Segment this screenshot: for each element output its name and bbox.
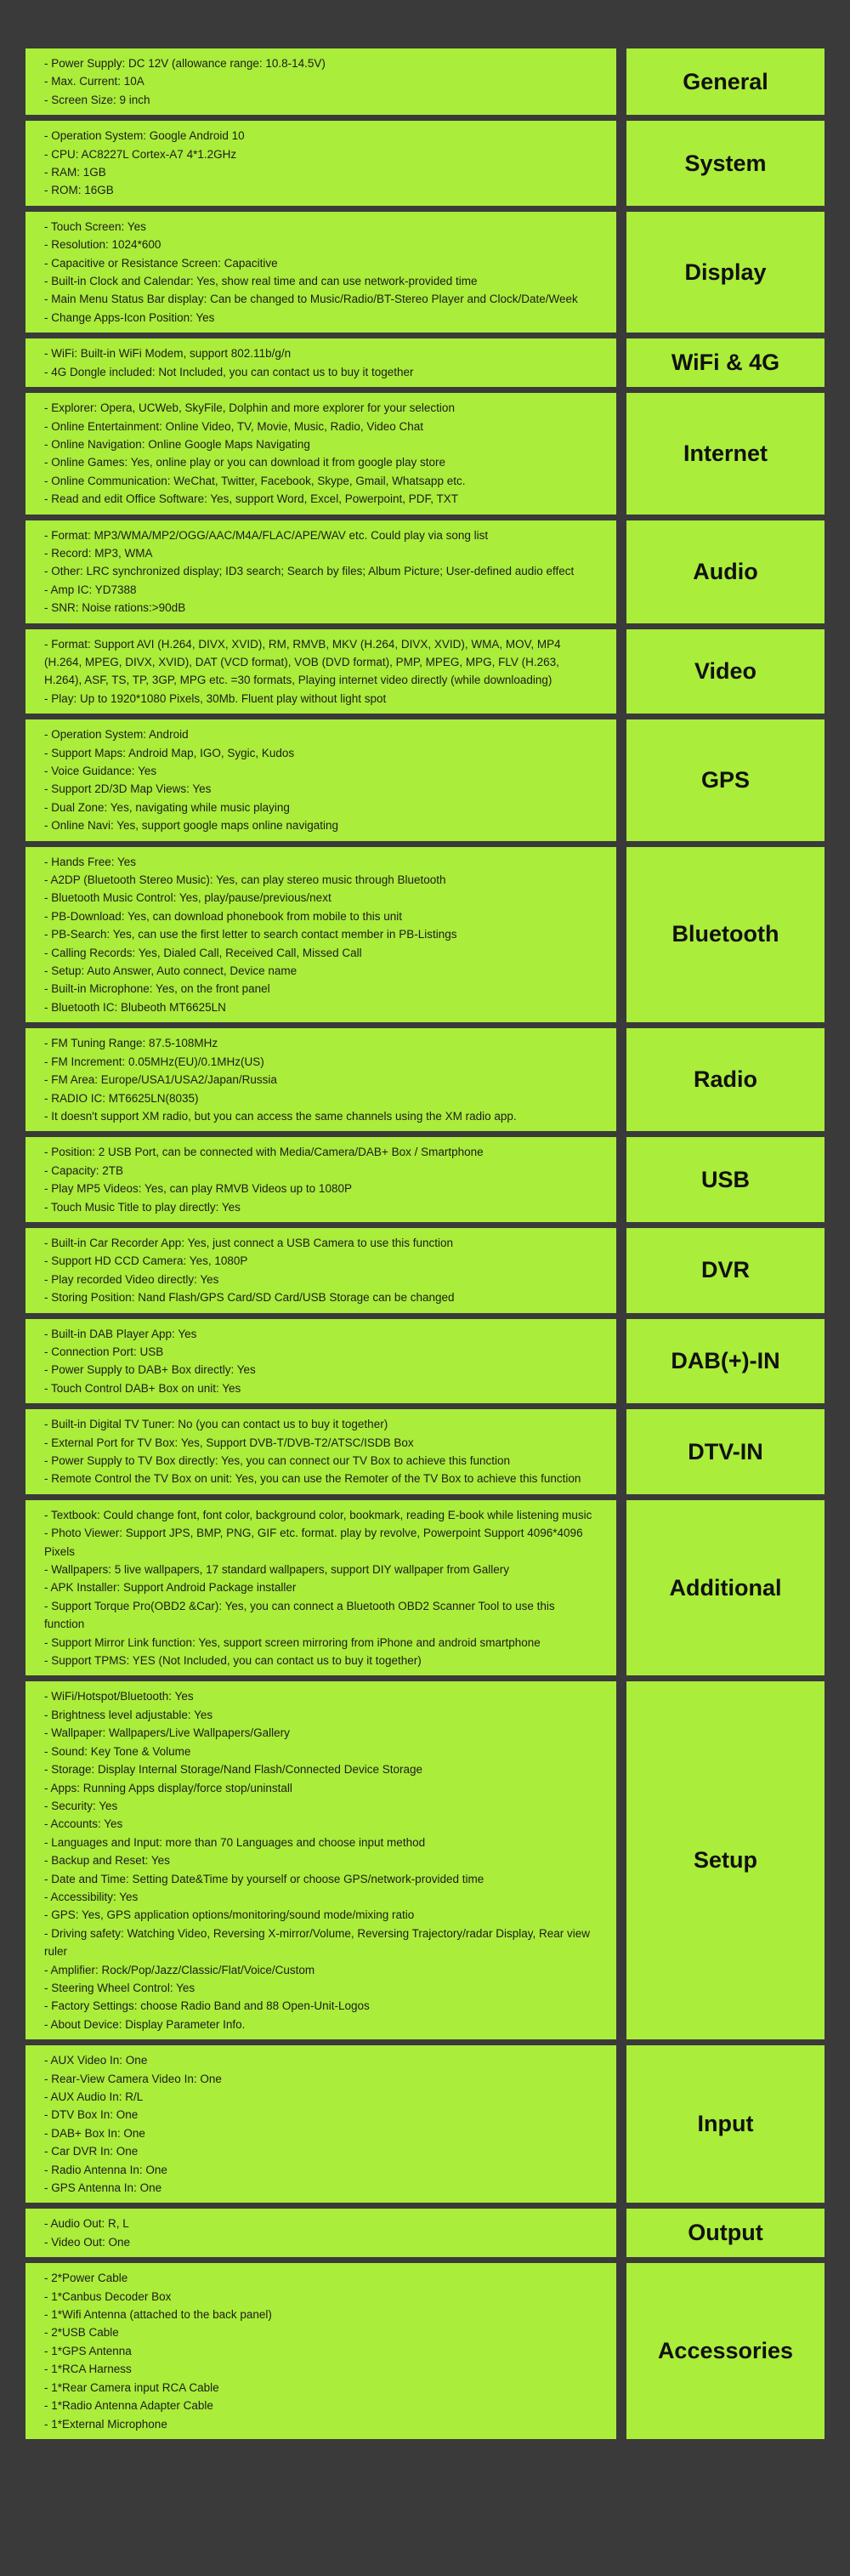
spec-details	[26, 121, 616, 206]
spec-line: - 1*Radio Antenna Adapter Cable	[44, 2399, 213, 2413]
spec-line: - It doesn't support XM radio, but you can access the same channels using the XM radio app.	[44, 1109, 517, 1123]
spec-line: - Steering Wheel Control: Yes	[44, 1981, 196, 1994]
spec-line: - 1*RCA Harness	[44, 2363, 132, 2376]
spec-line: - WiFi: Built-in WiFi Modem, support 802.11b/g/n	[44, 347, 292, 361]
spec-line: - Built-in Microphone: Yes, on the front panel	[44, 982, 270, 996]
spec-line: - Built-in Digital TV Tuner: No (you can contact us to buy it together)	[44, 1418, 388, 1431]
category-label: Additional	[669, 1574, 782, 1601]
spec-line: - About Device: Display Parameter Info.	[44, 2017, 246, 2031]
category-label: Input	[697, 2111, 754, 2137]
spec-line: - Bluetooth IC: Blubeoth MT6625LN	[44, 1000, 226, 1014]
spec-line: - Amp IC: YD7388	[44, 583, 137, 596]
spec-line: - 1*External Microphone	[44, 2417, 167, 2431]
spec-line: - 1*Rear Camera input RCA Cable	[44, 2380, 219, 2394]
spec-line: - Languages and Input: more than 70 Languages and choose input method	[44, 1835, 426, 1849]
category-label: DVR	[700, 1257, 750, 1283]
spec-line: - Capacitive or Resistance Screen: Capacitive	[44, 256, 278, 270]
spec-line: - Main Menu Status Bar display: Can be changed to Music/Radio/BT-Stereo Player and Clock/Date/Week	[44, 293, 578, 306]
spec-details	[26, 847, 616, 1023]
spec-table	[26, 48, 824, 2445]
spec-line: - Support 2D/3D Map Views: Yes	[44, 782, 212, 796]
spec-details	[26, 1409, 616, 1494]
spec-line: - FM Area: Europe/USA1/USA2/Japan/Russia	[44, 1073, 277, 1087]
spec-line: - 4G Dongle included: Not Included, you can contact us to buy it together	[44, 365, 414, 378]
spec-line: - AUX Audio In: R/L	[44, 2090, 144, 2103]
spec-line: - Support Mirror Link function: Yes, support screen mirroring from iPhone and android smartphone	[44, 1635, 541, 1649]
spec-line: - Play recorded Video directly: Yes	[44, 1272, 219, 1286]
spec-line: - Online Navi: Yes, support google maps online navigating	[44, 819, 338, 833]
spec-line: - Touch Music Title to play directly: Yes	[44, 1200, 241, 1214]
spec-line: - Format: MP3/WMA/MP2/OGG/AAC/M4A/FLAC/APE/WAV etc. Could play via song list	[44, 528, 489, 542]
spec-line: - Wallpaper: Wallpapers/Live Wallpapers/Gallery	[44, 1726, 290, 1740]
spec-line: - Security: Yes	[44, 1799, 118, 1812]
spec-line: - GPS: Yes, GPS application options/monitoring/sound mode/mixing ratio	[44, 1908, 415, 1922]
category-label: Audio	[693, 558, 758, 584]
spec-line: - Built-in Clock and Calendar: Yes, show real time and can use network-provided time	[44, 275, 478, 288]
spec-line: - AUX Video In: One	[44, 2054, 148, 2067]
spec-line: - Video Out: One	[44, 2235, 131, 2249]
spec-line: (H.264, MPEG, DIVX, XVID), DAT (VCD format), VOB (DVD format), PMP, MPEG, MPG, FLV (H.263,	[44, 655, 559, 668]
spec-category-cell	[626, 2263, 824, 2439]
spec-details	[26, 520, 616, 623]
spec-line: - Photo Viewer: Support JPS, BMP, PNG, GIF etc. format. play by revolve, Powerpoint Support 4096*4096	[44, 1527, 583, 1540]
spec-line: - Date and Time: Setting Date&Time by yourself or choose GPS/network-provided time	[44, 1872, 484, 1885]
category-label: System	[684, 150, 767, 176]
spec-line: - DTV Box In: One	[44, 2108, 139, 2122]
spec-line: - Resolution: 1024*600	[44, 238, 162, 252]
spec-line: - Audio Out: R, L	[44, 2217, 129, 2231]
spec-line: - Driving safety: Watching Video, Reversing X-mirror/Volume, Reversing Trajectory/radar Display, Rear view	[44, 1926, 590, 1940]
spec-line: - Rear-View Camera Video In: One	[44, 2072, 222, 2085]
spec-line: - Explorer: Opera, UCWeb, SkyFile, Dolphin and more explorer for your selection	[44, 401, 455, 415]
spec-category-cell	[626, 1137, 824, 1222]
spec-line: - Power Supply to DAB+ Box directly: Yes	[44, 1363, 256, 1377]
spec-row-internet	[26, 393, 824, 514]
spec-line: - A2DP (Bluetooth Stereo Music): Yes, can play stereo music through Bluetooth	[44, 873, 446, 887]
spec-row-bluetooth	[26, 847, 824, 1023]
category-label: Internet	[683, 440, 768, 466]
spec-line: - Support Torque Pro(OBD2 &Car): Yes, you can connect a Bluetooth OBD2 Scanner Tool to use this	[44, 1599, 555, 1612]
spec-line: - Radio Antenna In: One	[44, 2163, 167, 2176]
spec-details	[26, 2209, 616, 2257]
spec-line: - Power Supply to TV Box directly: Yes, you can connect our TV Box to achieve this function	[44, 1454, 511, 1467]
spec-category-cell	[626, 48, 824, 115]
spec-category-cell	[626, 338, 824, 387]
spec-line: - Online Communication: WeChat, Twitter, Facebook, Skype, Gmail, Whatsapp etc.	[44, 474, 466, 487]
spec-line: - Dual Zone: Yes, navigating while music playing	[44, 800, 290, 814]
spec-line: - Other: LRC synchronized display; ID3 search; Search by files; Album Picture; User-defined audio effect	[44, 565, 575, 578]
spec-category-cell	[626, 629, 824, 714]
spec-row-radio	[26, 1028, 824, 1131]
spec-row-wifi-4g	[26, 338, 824, 387]
spec-category-cell	[626, 212, 824, 333]
category-label: DTV-IN	[688, 1438, 763, 1464]
category-label: Output	[688, 2220, 763, 2246]
spec-row-dvr	[26, 1228, 824, 1313]
spec-line: - PB-Download: Yes, can download phonebook from mobile to this unit	[44, 909, 403, 923]
spec-line: - Format: Support AVI (H.264, DIVX, XVID), RM, RMVB, MKV (H.264, DIVX, XVID), WMA, MOV, MP4	[44, 637, 561, 651]
spec-line: - Backup and Reset: Yes	[44, 1854, 170, 1868]
spec-line: - Play MP5 Videos: Yes, can play RMVB Videos up to 1080P	[44, 1182, 352, 1196]
spec-line: - PB-Search: Yes, can use the first letter to search contact member in PB-Listings	[44, 928, 457, 941]
spec-line: - Accessibility: Yes	[44, 1890, 139, 1903]
spec-line: - 1*Wifi Antenna (attached to the back panel)	[44, 2308, 272, 2322]
spec-line: - 1*GPS Antenna	[44, 2344, 132, 2357]
spec-line: - Car DVR In: One	[44, 2145, 139, 2158]
spec-details	[26, 48, 616, 115]
spec-category-cell	[626, 1409, 824, 1494]
spec-line: - CPU: AC8227L Cortex-A7 4*1.2GHz	[44, 147, 237, 161]
spec-category-cell	[626, 393, 824, 514]
spec-details	[26, 1228, 616, 1313]
spec-line: - SNR: Noise rations:>90dB	[44, 601, 186, 615]
spec-line: - FM Tuning Range: 87.5-108MHz	[44, 1037, 218, 1050]
spec-line: - Support Maps: Android Map, IGO, Sygic, Kudos	[44, 746, 295, 759]
spec-line: - Online Navigation: Online Google Maps Navigating	[44, 437, 310, 451]
spec-line: - Play: Up to 1920*1080 Pixels, 30Mb. Fluent play without light spot	[44, 691, 387, 705]
category-label: Bluetooth	[672, 921, 779, 947]
spec-category-cell	[626, 1228, 824, 1313]
spec-category-cell	[626, 1681, 824, 2039]
spec-line: - APK Installer: Support Android Package installer	[44, 1581, 297, 1595]
spec-row-accessories	[26, 2263, 824, 2439]
spec-line: - Factory Settings: choose Radio Band and 88 Open-Unit-Logos	[44, 1999, 370, 2013]
spec-line: - Screen Size: 9 inch	[44, 93, 150, 106]
spec-line: - Amplifier: Rock/Pop/Jazz/Classic/Flat/Voice/Custom	[44, 1963, 315, 1976]
spec-line: - RAM: 1GB	[44, 166, 106, 179]
spec-line: - Hands Free: Yes	[44, 855, 137, 868]
spec-category-cell	[626, 1500, 824, 1676]
spec-line: - Calling Records: Yes, Dialed Call, Received Call, Missed Call	[44, 946, 362, 959]
spec-line: - Operation System: Android	[44, 728, 189, 742]
category-label: GPS	[700, 766, 751, 793]
spec-line: - WiFi/Hotspot/Bluetooth: Yes	[44, 1690, 194, 1703]
spec-row-display	[26, 212, 824, 333]
spec-line: - Touch Screen: Yes	[44, 219, 146, 233]
spec-line: - Power Supply: DC 12V (allowance range: 10.8-14.5V)	[44, 57, 326, 70]
spec-row-dtv-in	[26, 1409, 824, 1494]
spec-line: - Bluetooth Music Control: Yes, play/pause/previous/next	[44, 891, 332, 905]
spec-details	[26, 1028, 616, 1131]
spec-category-cell	[626, 1319, 824, 1404]
spec-line: - External Port for TV Box: Yes, Support DVB-T/DVB-T2/ATSC/ISDB Box	[44, 1436, 414, 1449]
spec-line: - Position: 2 USB Port, can be connected with Media/Camera/DAB+ Box / Smartphone	[44, 1146, 484, 1159]
spec-row-additional	[26, 1500, 824, 1676]
spec-details	[26, 1500, 616, 1676]
spec-line: - Connection Port: USB	[44, 1345, 164, 1358]
spec-category-cell	[626, 847, 824, 1023]
spec-line: - ROM: 16GB	[44, 184, 114, 197]
spec-line: - Built-in DAB Player App: Yes	[44, 1327, 197, 1340]
spec-line: - Touch Control DAB+ Box on unit: Yes	[44, 1381, 241, 1395]
spec-line: - DAB+ Box In: One	[44, 2126, 145, 2140]
spec-line: - Capacity: 2TB	[44, 1163, 124, 1177]
spec-details	[26, 2045, 616, 2203]
spec-category-cell	[626, 2209, 824, 2257]
spec-line: - Record: MP3, WMA	[44, 546, 153, 560]
spec-line: - Brightness level adjustable: Yes	[44, 1708, 213, 1721]
spec-line: - Remote Control the TV Box on unit: Yes, you can use the Remoter of the TV Box to achieve this function	[44, 1472, 581, 1486]
spec-line: - Sound: Key Tone & Volume	[44, 1744, 191, 1758]
category-label: Setup	[693, 1847, 757, 1874]
category-label: Radio	[693, 1066, 757, 1093]
spec-line: function	[44, 1618, 85, 1631]
spec-line: - 2*USB Cable	[44, 2326, 119, 2340]
spec-details	[26, 1681, 616, 2039]
spec-line: - Textbook: Could change font, font color, background color, bookmark, reading E-book while listening music	[44, 1508, 592, 1521]
category-label: General	[683, 68, 768, 94]
spec-category-cell	[626, 719, 824, 840]
spec-line: - Support TPMS: YES (Not Included, you can contact us to buy it together)	[44, 1654, 422, 1668]
spec-row-setup	[26, 1681, 824, 2039]
spec-line: - 1*Canbus Decoder Box	[44, 2289, 172, 2303]
spec-line: - FM Increment: 0.05MHz(EU)/0.1MHz(US)	[44, 1055, 264, 1068]
spec-line: - Read and edit Office Software: Yes, support Word, Excel, Powerpoint, PDF, TXT	[44, 492, 458, 506]
category-label: Accessories	[657, 2338, 794, 2364]
spec-line: ruler	[44, 1945, 68, 1959]
spec-line: - Change Apps-Icon Position: Yes	[44, 310, 215, 324]
spec-line: - RADIO IC: MT6625LN(8035)	[44, 1091, 199, 1105]
spec-details	[26, 1319, 616, 1404]
spec-row-input	[26, 2045, 824, 2203]
spec-line: - GPS Antenna In: One	[44, 2181, 162, 2195]
spec-line: - Support HD CCD Camera: Yes, 1080P	[44, 1254, 248, 1268]
category-label: Video	[694, 657, 757, 684]
spec-line: - Built-in Car Recorder App: Yes, just connect a USB Camera to use this function	[44, 1236, 453, 1249]
spec-line: H.264), ASF, TS, TP, 3GP, MPG etc. =30 formats, Playing internet video directly (while downloading)	[44, 674, 552, 687]
spec-details	[26, 719, 616, 840]
category-label: WiFi & 4G	[671, 350, 780, 376]
spec-line: - Max. Current: 10A	[44, 75, 144, 88]
category-label: Display	[684, 259, 767, 285]
spec-line: - Voice Guidance: Yes	[44, 765, 157, 777]
spec-line: - Operation System: Google Android 10	[44, 129, 245, 143]
spec-details	[26, 212, 616, 333]
category-label: DAB(+)-IN	[671, 1347, 780, 1373]
spec-row-general	[26, 48, 824, 115]
spec-line: - Online Games: Yes, online play or you can download it from google play store	[44, 456, 446, 469]
spec-row-output	[26, 2209, 824, 2257]
spec-category-cell	[626, 520, 824, 623]
category-label: USB	[700, 1166, 750, 1192]
spec-details	[26, 2263, 616, 2439]
spec-line: - Wallpapers: 5 live wallpapers, 17 standard wallpapers, support DIY wallpaper from Gallery	[44, 1563, 510, 1577]
spec-line: Pixels	[44, 1544, 76, 1558]
spec-row-audio	[26, 520, 824, 623]
spec-row-gps	[26, 719, 824, 840]
spec-details	[26, 338, 616, 387]
spec-category-cell	[626, 2045, 824, 2203]
spec-row-usb	[26, 1137, 824, 1222]
spec-line: - Accounts: Yes	[44, 1817, 123, 1831]
spec-row-dab-in	[26, 1319, 824, 1404]
spec-details	[26, 1137, 616, 1222]
spec-details	[26, 629, 616, 714]
spec-category-cell	[626, 1028, 824, 1131]
spec-line: - Storage: Display Internal Storage/Nand Flash/Connected Device Storage	[44, 1763, 422, 1777]
spec-category-cell	[626, 121, 824, 206]
spec-row-system	[26, 121, 824, 206]
spec-row-video	[26, 629, 824, 714]
spec-line: - Apps: Running Apps display/force stop/uninstall	[44, 1781, 292, 1794]
spec-line: - Storing Position: Nand Flash/GPS Card/SD Card/USB Storage can be changed	[44, 1291, 455, 1305]
spec-line: - Online Entertainment: Online Video, TV, Movie, Music, Radio, Video Chat	[44, 419, 423, 433]
spec-line: - 2*Power Cable	[44, 2272, 128, 2285]
spec-details	[26, 393, 616, 514]
spec-line: - Setup: Auto Answer, Auto connect, Device name	[44, 964, 298, 978]
